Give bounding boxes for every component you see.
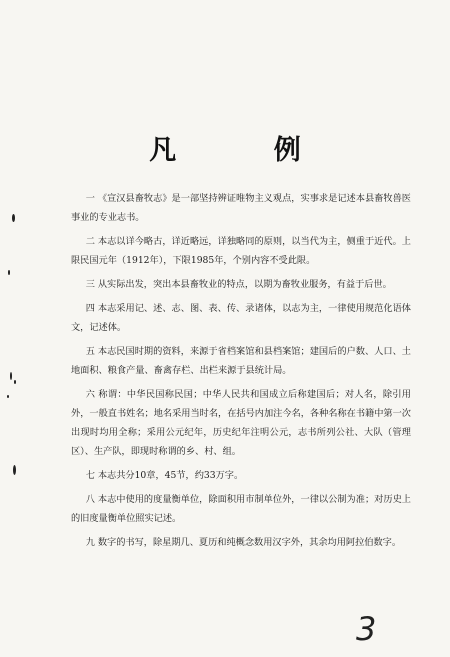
paragraph-6: 六 称谓：中华民国称民国；中华人民共和国成立后称建国后；对人名，除引用外，一般直书姓名；地名采用当时名，在括号内加注今名，各种名称在书籍中第一次出现时均用全称；采用公元纪年，历史纪年注明公元，志书所列公社、大队（管理区）、生产队，即现时称谓的乡、村、组。 (71, 389, 411, 457)
binding-speck (13, 465, 16, 475)
paragraph-1: 一 《宣汉县畜牧志》是一部坚持辨证唯物主义观点，实事求是记述本县畜牧兽医事业的专业志书。 (71, 193, 411, 223)
page-title: 凡 例 (149, 135, 345, 166)
paragraph-3: 三 从实际出发，突出本县畜牧业的特点，以期为畜牧业服务，有益于后世。 (85, 279, 392, 290)
page-number: 3 (356, 610, 377, 648)
binding-speck (7, 395, 9, 398)
binding-speck (10, 372, 12, 380)
binding-speck (12, 214, 15, 222)
paragraph-8: 八 本志中使用的度量衡单位，除面积用市制单位外，一律以公制为准；对历史上的旧度量衡单位照实记述。 (71, 494, 411, 524)
binding-speck (8, 270, 10, 275)
paragraph-9: 九 数字的书写，除星期几、夏历和纯概念数用汉字外，其余均用阿拉伯数字。 (85, 537, 402, 548)
binding-speck (14, 380, 16, 384)
paragraph-4: 四 本志采用记、述、志、图、表、传、录诸体，以志为主，一律使用规范化语体文，记述体。 (71, 303, 411, 333)
paragraph-7: 七 本志共分10章，45节，约33万字。 (85, 470, 244, 481)
paragraph-2: 二 本志以详今略古，详近略远，详独略同的原则，以当代为主，侧重于近代。上限民国元年（1912年），下限1985年，个别内容不受此限。 (71, 236, 411, 266)
document-body (71, 189, 411, 557)
paragraph-5: 五 本志民国时期的资料，来源于省档案馆和县档案馆；建国后的户数、人口、土地面积、粮食产量、畜禽存栏、出栏来源于县统计局。 (71, 346, 411, 376)
